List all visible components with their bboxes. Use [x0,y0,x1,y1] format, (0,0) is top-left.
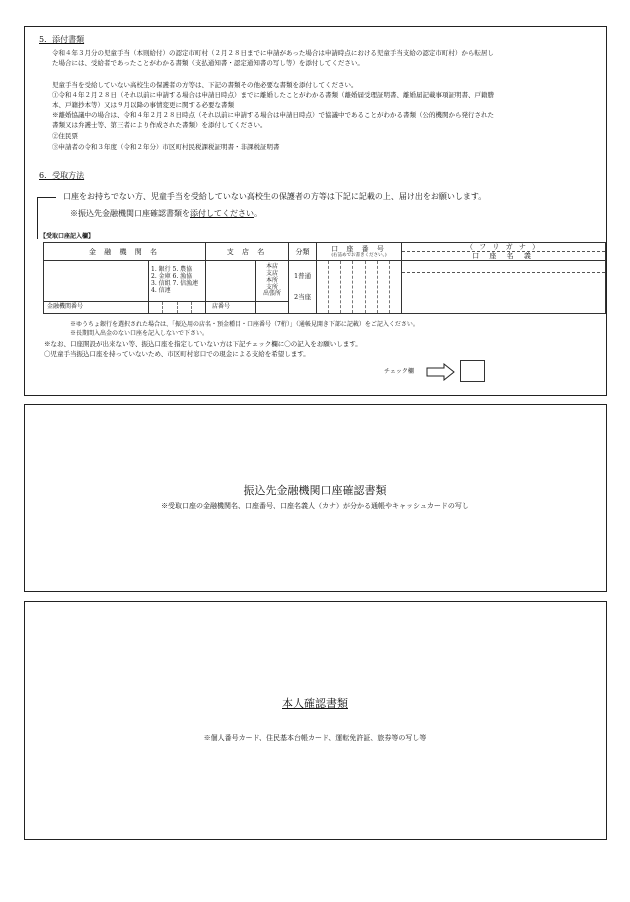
dormant-note: ※長期間入出金のない口座を記入しないで下さい。 [70,330,209,337]
branch-name-header: 支 店 名 [206,243,289,261]
account-holder-name-header: 口 座 名 義 [472,252,535,261]
branch-type-option: 本所 [266,276,279,284]
branch-code-label: 店番号 [206,302,256,314]
section6-attach-note [70,210,262,218]
bank-proof-title: 振込先金融機関口座確認書類 [243,484,387,497]
bank-type-option: 4. 信連 [151,286,171,294]
account-holder-header [402,243,606,261]
arrow-right-icon [426,363,456,381]
branch-code-field[interactable] [256,302,289,314]
bank-name-field[interactable] [44,261,149,302]
account-type-ordinary: 1普通 [293,271,312,280]
type-header: 分類 [289,243,317,261]
branch-type-options [256,261,289,302]
section5-text: ②住民票 [52,132,78,140]
bank-type-option: 3. 信組 7. 信漁連 [151,280,199,288]
attach-note-text: ※振込先金融機関口座確認書類を [70,209,190,218]
account-number-header [317,243,402,261]
bank-proof-note: ※受取口座の金融機関名、口座番号、口座名義人（カナ）が分かる通帳やキャッシュカードの写し [161,502,469,510]
branch-type-option: 支店 [266,269,279,277]
bank-type-option: 2. 金庫 6. 漁協 [151,273,193,281]
account-number-header-label: 口 座 番 号 [331,244,387,253]
section5-text: 書類又は弁護士等、第三者により作成された書類）を添付してください。 [52,121,267,129]
account-number-header-sub: (右詰めでお書きください。) [331,252,387,258]
bank-code-label: 金融機関番号 [44,302,149,314]
account-type-current: 2当座 [293,293,312,302]
kana-header: （ フ リ ガ ナ ） [402,243,605,252]
section5-heading: 5．添付書類 [39,35,85,44]
section5-text: ※離婚協議中の場合は、令和４年２月２８日時点（それ以前に申請する場合は申請日時点）で協議中であることがわかる書類（公的機関から発行された [52,111,494,119]
account-holder-field[interactable] [402,261,606,314]
attach-note-end: 。 [254,209,262,218]
cash-payment-checkbox[interactable] [460,360,485,382]
section5-text: ③申請者の令和３年度（令和２年分）市区町村民税課税証明書・非課税証明書 [52,143,280,151]
section5-text: 令和４年３月分の児童手当（本則給付）の認定市町村（２月２８日までに申請があった場合は申請時点における児童手当支給の認定市町村）から転居し [52,49,494,57]
cash-payment-note: 〇児童手当振込口座を持っていないため、市区町村窓口での現金による支給を希望します。 [44,350,310,358]
bank-type-options [149,261,206,302]
branch-type-option: 本店 [266,262,279,270]
account-number-field[interactable] [317,261,402,314]
identity-proof-attach-box [24,601,607,840]
section5-text: た場合には、受給者であったことがわかる書類（支払通知書・認定通知書の写し等）を添付してください。 [52,59,364,67]
section5-text: 児童手当を受給していない高校生の保護者の方等は、下記の書類その他必要な書類を添付してください。 [52,81,358,89]
yucho-note: ※ゆうちょ銀行を選択された場合は、「振込用の店名・預金種目・口座番号（7桁）」（通帳見開き下部に記載）をご記入ください。 [70,321,419,328]
section6-heading: 6．受取方法 [39,171,85,180]
branch-type-option: 出張所 [263,290,282,298]
identity-proof-note: ※個人番号カード、住民基本台帳カード、運転免許証、旅券等の写し等 [203,734,427,742]
check-label: チェック欄 [384,368,414,375]
account-table [43,242,606,314]
account-type-options[interactable] [289,261,317,314]
account-table-label: 【受取口座記入欄】 [40,233,95,240]
bank-type-option: 1. 銀行 5. 農協 [151,266,193,274]
section5-text: 本、戸籍抄本等）又は９月以降の事情変更に関する必要な書類 [52,101,234,109]
branch-name-field[interactable] [206,261,256,302]
no-account-note: ※なお、口座開設が出来ない等、振込口座を指定していない方は下記チェック欄に〇の記入をお願いします。 [44,340,362,348]
bank-name-header: 金 融 機 関 名 [44,243,206,261]
bank-code-field[interactable] [149,302,206,314]
section5-text: ①令和４年２月２８日（それ以前に申請する場合は申請日時点）までに離婚したことがわかる書類（離婚届受理証明書、離婚届記載事項証明書、戸籍謄 [52,91,494,99]
branch-type-option: 支所 [266,283,279,291]
bank-proof-attach-box [24,404,607,592]
attach-note-underlined: 添付してください [190,209,254,218]
identity-proof-title: 本人確認書類 [282,697,348,710]
section6-instruction: 口座をお持ちでない方、児童手当を受給していない高校生の保護者の方等は下記に記載の上、届け出をお願いします。 [63,192,487,201]
